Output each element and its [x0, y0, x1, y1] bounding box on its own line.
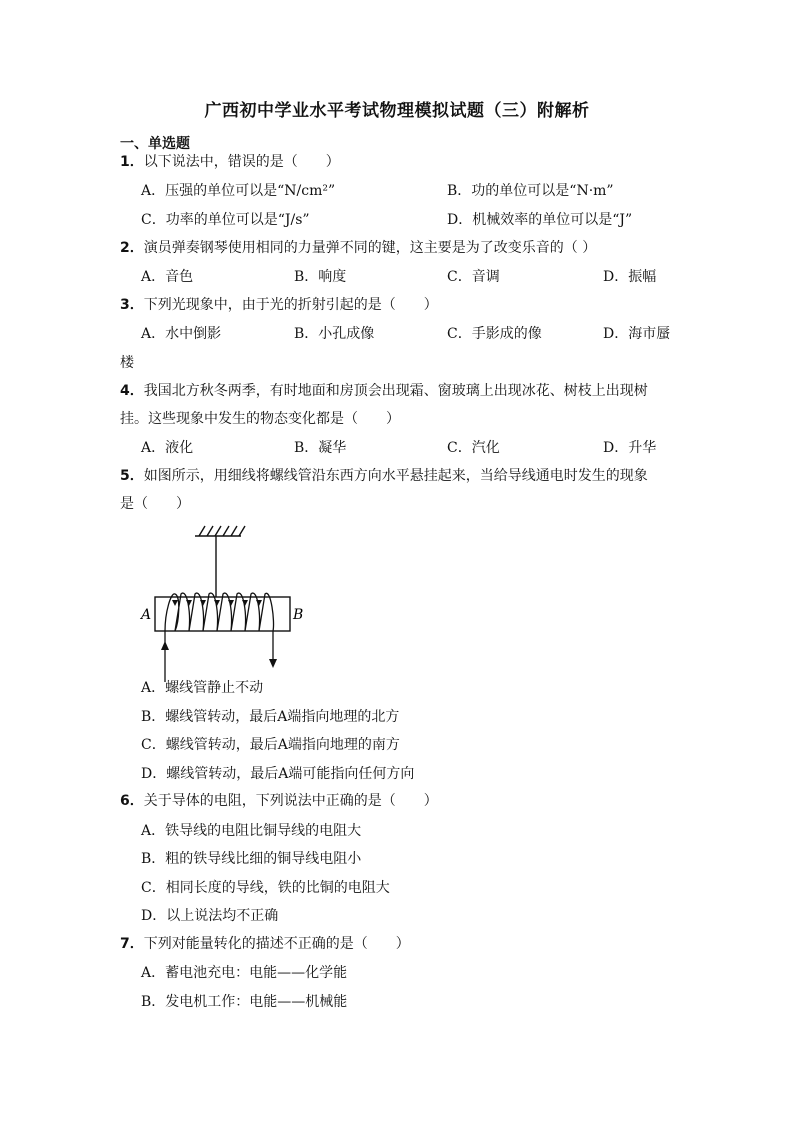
q7-option-a: A．蓄电池充电：电能——化学能 — [141, 965, 348, 981]
question-5 — [120, 466, 648, 486]
q3-option-c: C．手影成的像 — [447, 326, 542, 342]
q4-option-c: C．汽化 — [447, 440, 500, 456]
question-stem: 演员弹奏钢琴使用相同的力量弹不同的键，这主要是为了改变乐音的（ ） — [143, 240, 597, 256]
q2-option-d: D．振幅 — [603, 269, 657, 285]
q2-option-b: B．响度 — [294, 269, 347, 285]
section-heading: 一、单选题 — [120, 136, 190, 152]
question-stem: 我国北方秋冬两季，有时地面和房顶会出现霜、窗玻璃上出现冰花、树枝上出现树 — [143, 383, 648, 399]
q4-option-b: B．凝华 — [294, 440, 347, 456]
q6-option-c: C．相同长度的导线，铁的比铜的电阻大 — [141, 880, 390, 896]
q4-option-a: A．液化 — [141, 440, 194, 456]
question-number: 6． — [120, 793, 144, 809]
q1-option-c: C．功率的单位可以是“J/s” — [141, 212, 310, 228]
question-stem: 以下说法中，错误的是（ ） — [143, 154, 340, 170]
q5-option-b: B．螺线管转动，最后A端指向地理的北方 — [141, 709, 400, 725]
q6-option-b: B．粗的铁导线比细的铜导线电阻小 — [141, 851, 362, 867]
ceiling-support — [195, 526, 245, 536]
q5-option-d: D．螺线管转动，最后A端可能指向任何方向 — [141, 766, 415, 782]
question-number: 1． — [120, 154, 144, 170]
question-stem: 下列对能量转化的描述不正确的是（ ） — [143, 936, 410, 952]
q3-option-b: B．小孔成像 — [294, 326, 375, 342]
q2-option-c: C．音调 — [447, 269, 500, 285]
question-4-cont: 挂。这些现象中发生的物态变化都是（ ） — [120, 411, 400, 427]
q1-option-a: A．压强的单位可以是“N/cm²” — [141, 183, 336, 199]
question-2 — [120, 238, 596, 258]
question-number: 3． — [120, 297, 144, 313]
q3-option-d-wrap: 楼 — [120, 355, 134, 371]
q1-option-d: D．机械效率的单位可以是“J” — [447, 212, 633, 228]
question-number: 7． — [120, 936, 144, 952]
question-stem: 如图所示，用细线将螺线管沿东西方向水平悬挂起来，当给导线通电时发生的现象 — [143, 468, 648, 484]
question-4 — [120, 381, 648, 401]
end-label-b: B — [293, 607, 304, 623]
q6-option-a: A．铁导线的电阻比铜导线的电阻大 — [141, 823, 362, 839]
end-label-a: A — [141, 607, 152, 623]
document-title: 广西初中学业水平考试物理模拟试题（三）附解析 — [204, 101, 590, 121]
question-number: 2． — [120, 240, 144, 256]
question-7 — [120, 934, 410, 954]
question-stem: 关于导体的电阻，下列说法中正确的是（ ） — [143, 793, 438, 809]
question-1 — [120, 152, 340, 172]
q1-option-b: B．功的单位可以是“N·m” — [447, 183, 614, 199]
q4-option-d: D．升华 — [603, 440, 657, 456]
q3-option-a: A．水中倒影 — [141, 326, 222, 342]
q7-option-b: B．发电机工作：电能——机械能 — [141, 994, 348, 1010]
question-number: 4． — [120, 383, 144, 399]
q5-option-a: A．螺线管静止不动 — [141, 680, 264, 696]
question-5-cont: 是（ ） — [120, 496, 190, 512]
q5-option-c: C．螺线管转动，最后A端指向地理的南方 — [141, 737, 400, 753]
question-3 — [120, 295, 438, 315]
q6-option-d: D．以上说法均不正确 — [141, 908, 279, 924]
question-number: 5． — [120, 468, 144, 484]
question-stem: 下列光现象中，由于光的折射引起的是（ ） — [143, 297, 438, 313]
solenoid-figure — [135, 522, 335, 682]
question-6 — [120, 791, 438, 811]
q2-option-a: A．音色 — [141, 269, 194, 285]
q3-option-d: D．海市蜃 — [603, 326, 671, 342]
